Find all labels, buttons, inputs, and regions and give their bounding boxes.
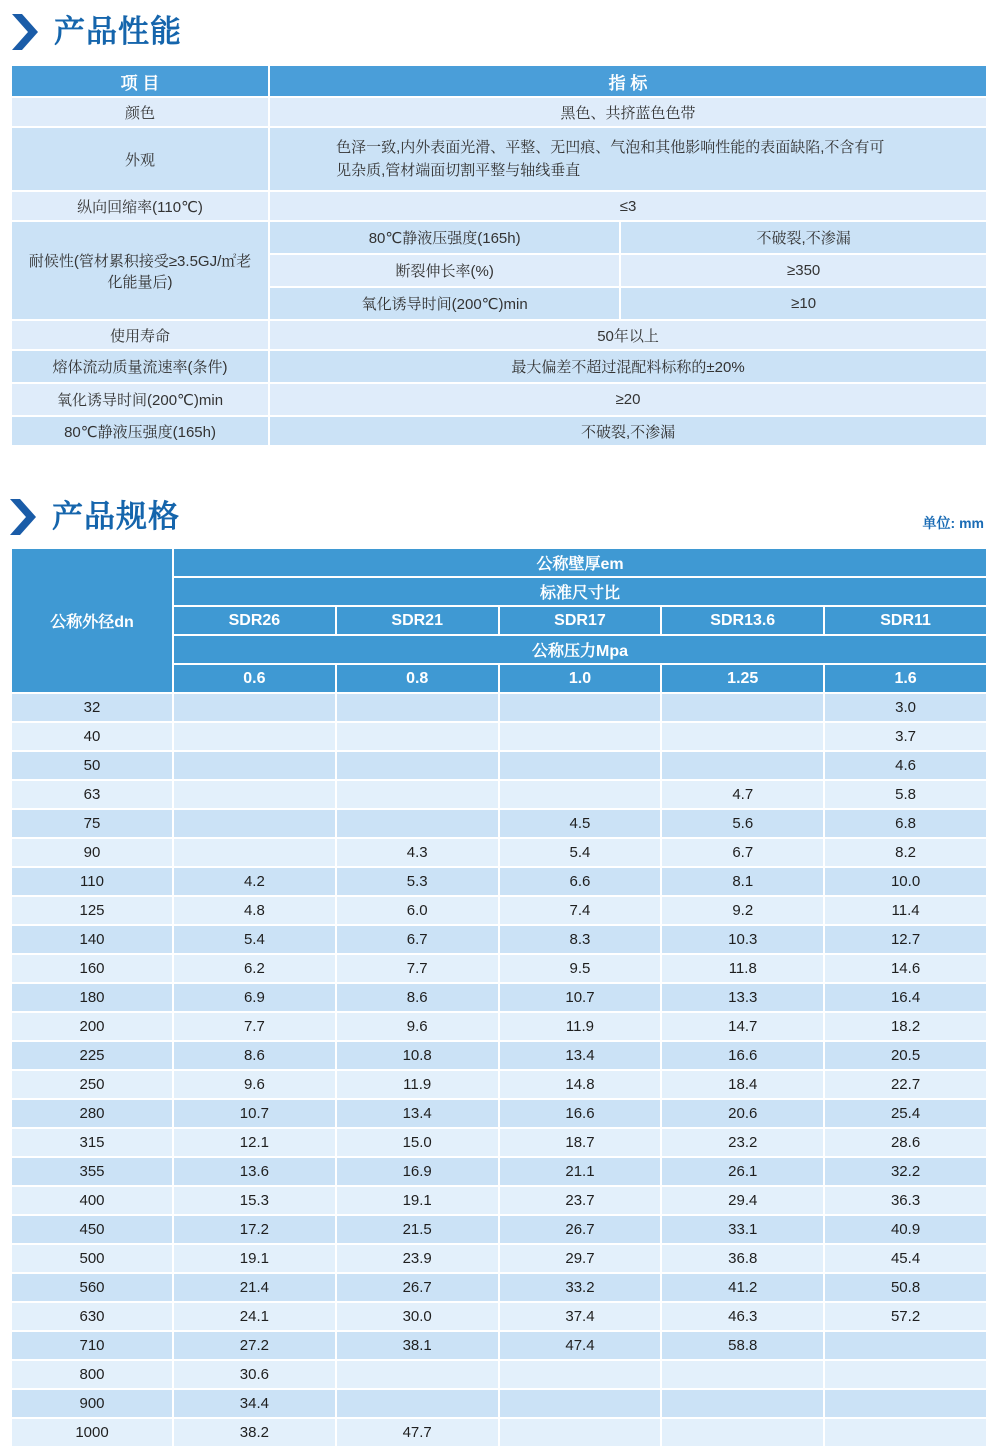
wall-thickness-value: 18.2	[825, 1013, 986, 1040]
spec-table-row	[12, 1013, 986, 1040]
wall-thickness-value: 9.6	[174, 1071, 335, 1098]
wall-thickness-value: 4.6	[825, 752, 986, 779]
wall-thickness-value	[500, 694, 661, 721]
table-row-oxidation	[12, 384, 986, 415]
col-header-sdr21: SDR21	[337, 607, 498, 634]
item-label: 纵向回缩率(110℃)	[12, 192, 268, 220]
wall-thickness-value: 10.8	[337, 1042, 498, 1069]
wall-thickness-value: 5.6	[662, 810, 823, 837]
wall-thickness-value: 50.8	[825, 1274, 986, 1301]
dn-value: 63	[12, 781, 172, 808]
dn-value: 280	[12, 1100, 172, 1127]
wall-thickness-value: 6.7	[337, 926, 498, 953]
spec-header-row-wall	[12, 549, 986, 576]
wall-thickness-value: 32.2	[825, 1158, 986, 1185]
dn-value: 110	[12, 868, 172, 895]
wall-thickness-value: 21.5	[337, 1216, 498, 1243]
wall-thickness-value: 4.2	[174, 868, 335, 895]
wall-thickness-value	[174, 694, 335, 721]
wall-thickness-value	[337, 723, 498, 750]
dn-value: 450	[12, 1216, 172, 1243]
item-label-weatherability: 耐候性(管材累积接受≥3.5GJ/㎡老化能量后)	[12, 222, 268, 319]
spec-table-row	[12, 1216, 986, 1243]
col-header-pressure-08: 0.8	[337, 665, 498, 692]
item-value: ≥20	[270, 384, 986, 415]
table-row-shrinkage	[12, 192, 986, 220]
wall-thickness-value: 6.6	[500, 868, 661, 895]
wall-thickness-value: 17.2	[174, 1216, 335, 1243]
wall-thickness-value: 38.2	[174, 1419, 335, 1446]
wall-thickness-value: 23.9	[337, 1245, 498, 1272]
dn-value: 500	[12, 1245, 172, 1272]
wall-thickness-value	[500, 1419, 661, 1446]
wall-thickness-value: 25.4	[825, 1100, 986, 1127]
dn-value: 75	[12, 810, 172, 837]
wall-thickness-value: 13.6	[174, 1158, 335, 1185]
wall-thickness-value: 10.7	[500, 984, 661, 1011]
wall-thickness-value: 29.7	[500, 1245, 661, 1272]
wall-thickness-value: 26.1	[662, 1158, 823, 1185]
wall-thickness-value: 20.5	[825, 1042, 986, 1069]
wall-thickness-value: 46.3	[662, 1303, 823, 1330]
wall-thickness-value: 29.4	[662, 1187, 823, 1214]
spec-table-row	[12, 984, 986, 1011]
dn-value: 140	[12, 926, 172, 953]
wall-thickness-value: 18.4	[662, 1071, 823, 1098]
wall-thickness-value: 11.9	[337, 1071, 498, 1098]
wall-thickness-value: 41.2	[662, 1274, 823, 1301]
wall-thickness-value	[825, 1419, 986, 1446]
wall-thickness-value: 33.2	[500, 1274, 661, 1301]
wall-thickness-value: 4.5	[500, 810, 661, 837]
wall-thickness-value: 57.2	[825, 1303, 986, 1330]
wall-thickness-value: 26.7	[500, 1216, 661, 1243]
col-header-dn: 公称外径dn	[12, 549, 172, 692]
spec-table-row	[12, 897, 986, 924]
wall-thickness-value	[662, 1361, 823, 1388]
col-header-item: 项 目	[12, 66, 268, 96]
table-row-melt-flow	[12, 351, 986, 382]
dn-value: 160	[12, 955, 172, 982]
col-header-pressure-16: 1.6	[825, 665, 986, 692]
wall-thickness-value	[337, 694, 498, 721]
wall-thickness-value: 13.4	[500, 1042, 661, 1069]
wall-thickness-value: 10.0	[825, 868, 986, 895]
dn-value: 560	[12, 1274, 172, 1301]
item-value: 黑色、共挤蓝色色带	[270, 98, 986, 126]
wall-thickness-value	[662, 1419, 823, 1446]
performance-section-title: 产品性能	[54, 14, 182, 49]
spec-table-row	[12, 839, 986, 866]
dn-value: 355	[12, 1158, 172, 1185]
performance-section-header	[12, 14, 988, 50]
wall-thickness-value: 47.7	[337, 1419, 498, 1446]
wall-thickness-value: 16.4	[825, 984, 986, 1011]
wall-thickness-value: 4.8	[174, 897, 335, 924]
wall-thickness-value	[500, 1390, 661, 1417]
specification-table	[10, 547, 988, 1448]
table-row-color	[12, 98, 986, 126]
wall-thickness-value: 13.3	[662, 984, 823, 1011]
wall-thickness-value: 12.1	[174, 1129, 335, 1156]
spec-table-row	[12, 1071, 986, 1098]
col-header-pressure-label: 公称压力Mpa	[174, 636, 986, 663]
wall-thickness-value: 45.4	[825, 1245, 986, 1272]
spec-table-row	[12, 1129, 986, 1156]
dn-value: 250	[12, 1071, 172, 1098]
wall-thickness-value	[662, 694, 823, 721]
wall-thickness-value: 16.6	[662, 1042, 823, 1069]
table-row-appearance	[12, 128, 986, 190]
wall-thickness-value	[825, 1361, 986, 1388]
wall-thickness-value: 12.7	[825, 926, 986, 953]
sub-test-label: 氧化诱导时间(200℃)min	[270, 288, 619, 319]
spec-table-row	[12, 1361, 986, 1388]
spec-table-row	[12, 810, 986, 837]
item-value: 最大偏差不超过混配料标称的±20%	[270, 351, 986, 382]
wall-thickness-value: 8.2	[825, 839, 986, 866]
wall-thickness-value: 21.4	[174, 1274, 335, 1301]
wall-thickness-value: 18.7	[500, 1129, 661, 1156]
col-header-sdr11: SDR11	[825, 607, 986, 634]
spec-table-row	[12, 723, 986, 750]
wall-thickness-value: 4.3	[337, 839, 498, 866]
dn-value: 900	[12, 1390, 172, 1417]
wall-thickness-value: 26.7	[337, 1274, 498, 1301]
sub-test-value: 不破裂,不渗漏	[621, 222, 986, 253]
dn-value: 50	[12, 752, 172, 779]
wall-thickness-value: 28.6	[825, 1129, 986, 1156]
spec-table-row	[12, 1274, 986, 1301]
wall-thickness-value: 58.8	[662, 1332, 823, 1359]
col-header-sdr-label: 标准尺寸比	[174, 578, 986, 605]
wall-thickness-value	[174, 781, 335, 808]
wall-thickness-value	[500, 781, 661, 808]
wall-thickness-value	[174, 752, 335, 779]
unit-label: 单位: mm	[922, 515, 984, 531]
wall-thickness-value: 6.8	[825, 810, 986, 837]
wall-thickness-value	[337, 752, 498, 779]
wall-thickness-value: 8.1	[662, 868, 823, 895]
wall-thickness-value: 38.1	[337, 1332, 498, 1359]
spec-table-row	[12, 1158, 986, 1185]
wall-thickness-value	[662, 752, 823, 779]
wall-thickness-value	[500, 1361, 661, 1388]
wall-thickness-value: 19.1	[174, 1245, 335, 1272]
col-header-pressure-125: 1.25	[662, 665, 823, 692]
item-value: 50年以上	[270, 321, 986, 349]
spec-table-row	[12, 781, 986, 808]
wall-thickness-value: 24.1	[174, 1303, 335, 1330]
wall-thickness-value: 8.6	[174, 1042, 335, 1069]
wall-thickness-value: 15.0	[337, 1129, 498, 1156]
spec-table-row	[12, 1390, 986, 1417]
wall-thickness-value: 14.7	[662, 1013, 823, 1040]
item-label: 使用寿命	[12, 321, 268, 349]
wall-thickness-value: 37.4	[500, 1303, 661, 1330]
wall-thickness-value	[337, 1390, 498, 1417]
wall-thickness-value: 4.7	[662, 781, 823, 808]
wall-thickness-value: 7.7	[337, 955, 498, 982]
wall-thickness-value: 10.3	[662, 926, 823, 953]
table-row-hydrostatic	[12, 417, 986, 445]
wall-thickness-value: 19.1	[337, 1187, 498, 1214]
wall-thickness-value	[662, 723, 823, 750]
item-label: 外观	[12, 128, 268, 190]
wall-thickness-value: 10.7	[174, 1100, 335, 1127]
wall-thickness-value: 34.4	[174, 1390, 335, 1417]
spec-table-row	[12, 1419, 986, 1446]
wall-thickness-value: 3.0	[825, 694, 986, 721]
wall-thickness-value: 36.3	[825, 1187, 986, 1214]
col-header-sdr26: SDR26	[174, 607, 335, 634]
item-value: ≤3	[270, 192, 986, 220]
sub-test-value: ≥350	[621, 255, 986, 286]
wall-thickness-value: 13.4	[337, 1100, 498, 1127]
col-header-wall-thickness: 公称壁厚em	[174, 549, 986, 576]
wall-thickness-value	[500, 752, 661, 779]
dn-value: 1000	[12, 1419, 172, 1446]
table-row-weather-1	[12, 222, 986, 253]
wall-thickness-value	[825, 1390, 986, 1417]
wall-thickness-value	[337, 1361, 498, 1388]
wall-thickness-value: 6.9	[174, 984, 335, 1011]
wall-thickness-value: 22.7	[825, 1071, 986, 1098]
wall-thickness-value: 16.6	[500, 1100, 661, 1127]
dn-value: 710	[12, 1332, 172, 1359]
table-row-lifetime	[12, 321, 986, 349]
spec-table-row	[12, 1187, 986, 1214]
sub-test-value: ≥10	[621, 288, 986, 319]
wall-thickness-value	[174, 723, 335, 750]
spec-table-row	[12, 752, 986, 779]
wall-thickness-value: 6.7	[662, 839, 823, 866]
wall-thickness-value: 9.6	[337, 1013, 498, 1040]
dn-value: 32	[12, 694, 172, 721]
spec-table-row	[12, 926, 986, 953]
wall-thickness-value	[825, 1332, 986, 1359]
wall-thickness-value: 5.8	[825, 781, 986, 808]
wall-thickness-value: 9.5	[500, 955, 661, 982]
wall-thickness-value: 7.4	[500, 897, 661, 924]
dn-value: 630	[12, 1303, 172, 1330]
wall-thickness-value: 33.1	[662, 1216, 823, 1243]
wall-thickness-value: 3.7	[825, 723, 986, 750]
wall-thickness-value: 6.0	[337, 897, 498, 924]
item-value: 色泽一致,内外表面光滑、平整、无凹痕、气泡和其他影响性能的表面缺陷,不含有可见杂质,管材端面切割平整与轴线垂直	[270, 128, 986, 190]
wall-thickness-value: 20.6	[662, 1100, 823, 1127]
wall-thickness-value	[174, 810, 335, 837]
wall-thickness-value: 16.9	[337, 1158, 498, 1185]
sub-test-label: 80℃静液压强度(165h)	[270, 222, 619, 253]
spec-table-row	[12, 1303, 986, 1330]
spec-table-row	[12, 1042, 986, 1069]
wall-thickness-value: 9.2	[662, 897, 823, 924]
wall-thickness-value: 8.6	[337, 984, 498, 1011]
item-value: 不破裂,不渗漏	[270, 417, 986, 445]
specs-section-header	[10, 499, 988, 535]
wall-thickness-value	[500, 723, 661, 750]
dn-value: 225	[12, 1042, 172, 1069]
wall-thickness-value: 21.1	[500, 1158, 661, 1185]
wall-thickness-value: 47.4	[500, 1332, 661, 1359]
sub-test-label: 断裂伸长率(%)	[270, 255, 619, 286]
dn-value: 90	[12, 839, 172, 866]
performance-table-header-row	[12, 66, 986, 96]
spec-table-row	[12, 868, 986, 895]
wall-thickness-value: 5.3	[337, 868, 498, 895]
wall-thickness-value: 40.9	[825, 1216, 986, 1243]
wall-thickness-value: 8.3	[500, 926, 661, 953]
spec-table-row	[12, 1100, 986, 1127]
col-header-pressure-10: 1.0	[500, 665, 661, 692]
wall-thickness-value	[174, 839, 335, 866]
wall-thickness-value: 36.8	[662, 1245, 823, 1272]
wall-thickness-value: 11.4	[825, 897, 986, 924]
wall-thickness-value: 11.9	[500, 1013, 661, 1040]
dn-value: 800	[12, 1361, 172, 1388]
col-header-value: 指 标	[270, 66, 986, 96]
item-label: 氧化诱导时间(200℃)min	[12, 384, 268, 415]
wall-thickness-value: 27.2	[174, 1332, 335, 1359]
wall-thickness-value: 11.8	[662, 955, 823, 982]
chevron-right-icon	[12, 14, 38, 50]
wall-thickness-value: 30.6	[174, 1361, 335, 1388]
wall-thickness-value: 30.0	[337, 1303, 498, 1330]
col-header-sdr17: SDR17	[500, 607, 661, 634]
col-header-pressure-06: 0.6	[174, 665, 335, 692]
wall-thickness-value: 23.2	[662, 1129, 823, 1156]
performance-table	[10, 64, 988, 447]
spec-table-row	[12, 1332, 986, 1359]
spec-table-row	[12, 1245, 986, 1272]
dn-value: 200	[12, 1013, 172, 1040]
item-label: 熔体流动质量流速率(条件)	[12, 351, 268, 382]
specs-section-title: 产品规格	[52, 499, 180, 534]
wall-thickness-value	[337, 781, 498, 808]
wall-thickness-value: 23.7	[500, 1187, 661, 1214]
dn-value: 400	[12, 1187, 172, 1214]
dn-value: 125	[12, 897, 172, 924]
item-label: 颜色	[12, 98, 268, 126]
dn-value: 315	[12, 1129, 172, 1156]
wall-thickness-value: 14.6	[825, 955, 986, 982]
wall-thickness-value: 6.2	[174, 955, 335, 982]
wall-thickness-value: 15.3	[174, 1187, 335, 1214]
wall-thickness-value: 5.4	[174, 926, 335, 953]
wall-thickness-value: 7.7	[174, 1013, 335, 1040]
item-label: 80℃静液压强度(165h)	[12, 417, 268, 445]
wall-thickness-value	[662, 1390, 823, 1417]
wall-thickness-value	[337, 810, 498, 837]
spec-table-row	[12, 955, 986, 982]
dn-value: 180	[12, 984, 172, 1011]
chevron-right-icon	[10, 499, 36, 535]
wall-thickness-value: 14.8	[500, 1071, 661, 1098]
wall-thickness-value: 5.4	[500, 839, 661, 866]
col-header-sdr136: SDR13.6	[662, 607, 823, 634]
spec-table-row	[12, 694, 986, 721]
dn-value: 40	[12, 723, 172, 750]
